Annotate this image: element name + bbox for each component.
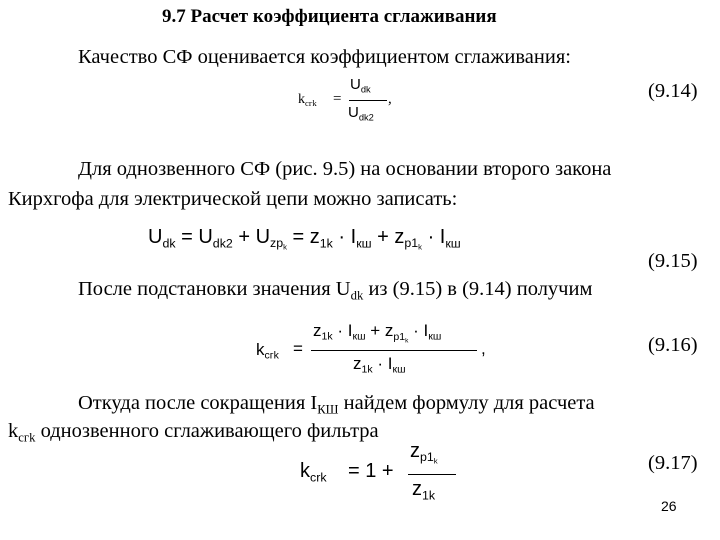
eq4-rhs-constant: = 1 + <box>348 460 394 482</box>
eq1-equals: = <box>333 91 342 107</box>
paragraph-3: После подстановки значения $U_{dk}$ из (9.15) в (9.14) получим <box>78 278 593 303</box>
paragraph-1: Качество СФ оценивается коэффициентом сглаживания: <box>78 46 571 68</box>
eq1-fraction-bar <box>349 100 387 101</box>
eq1-lhs: $k_{сгk}$ <box>298 92 317 109</box>
page-number: 26 <box>661 498 677 514</box>
eq3-denominator: $z_{1k} \cdot I_{кш}$ <box>353 354 406 376</box>
eq1-numerator: $U_{dk}$ <box>350 76 371 95</box>
eq1-denominator: $U_{dk2}$ <box>348 104 374 123</box>
equation-number-9-17: (9.17) <box>648 452 698 474</box>
paragraph-2-line-2: Кирхгофа для электрической цепи можно записать: <box>8 188 458 210</box>
paragraph-4-line-1: Откуда после сокращения $I_{КШ}$ найдем формулу для расчета <box>78 392 595 417</box>
eq4-fraction-bar <box>408 474 456 475</box>
paragraph-2-line-1: Для однозвенного СФ (рис. 9.5) на основании второго закона <box>78 158 612 180</box>
paragraph-4-line-2: $k_{сгk}$ однозвенного сглаживающего фильтра <box>8 420 379 445</box>
section-title: 9.7 Расчет коэффициента сглаживания <box>162 6 497 27</box>
eq3-fraction-bar <box>311 350 477 351</box>
equation-number-9-15: (9.15) <box>648 250 698 272</box>
eq3-tail: , <box>481 339 486 358</box>
equation-number-9-16: (9.16) <box>648 334 698 356</box>
eq3-equals: = <box>293 339 303 358</box>
eq3-lhs: $k_{сгk}$ <box>256 340 279 362</box>
eq4-numerator: $z_{p1_k}$ <box>410 440 438 467</box>
eq4-lhs: $k_{crk}$ <box>300 460 327 485</box>
equation-number-9-14: (9.14) <box>648 80 698 102</box>
eq1-tail: , <box>388 91 392 107</box>
eq3-numerator: $z_{1k} \cdot I_{кш} + z_{p1_k} \cdot I_{кш}$ <box>313 321 442 344</box>
equation-9-15: $U_{dk} = U_{dk2} + U_{zp_k} = z_{1k} \cdot I_{кш} + z_{p1_k} \cdot I_{кш}$ <box>148 226 461 253</box>
eq4-denominator: $z_{1k}$ <box>412 478 436 503</box>
